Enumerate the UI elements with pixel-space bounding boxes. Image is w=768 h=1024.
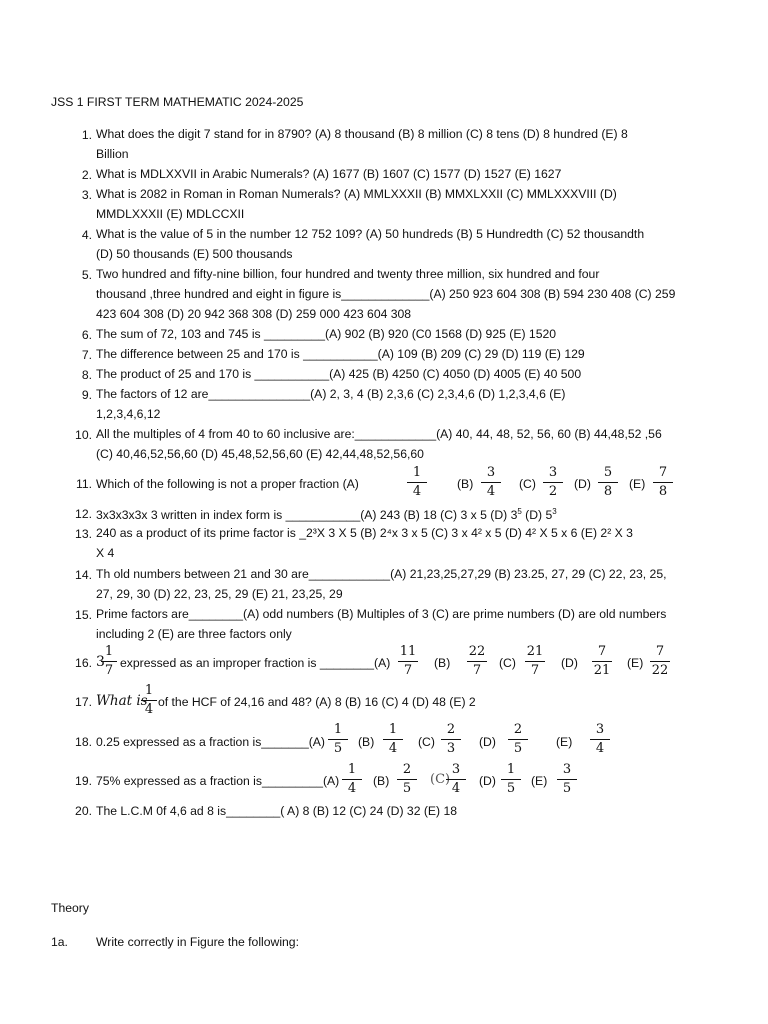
fraction: 5 8 — [598, 466, 618, 499]
question-text: Prime factors are________(A) odd numbers (B) Multiples of 3 (C) are prime numbers (D) are old numbers including 2 (E) are three factors only — [96, 607, 667, 641]
question-number: 5. — [81, 268, 92, 282]
fraction: 3 2 — [543, 466, 563, 499]
question-number: 18. — [75, 735, 92, 749]
option-label: (C) — [418, 735, 435, 749]
fraction: 7 22 — [651, 644, 669, 678]
question-number: 17. — [75, 695, 92, 709]
fraction: 22 7 — [468, 644, 486, 678]
question-number: 4. — [81, 228, 92, 242]
option-label: (B) — [434, 656, 451, 670]
question-number: 14. — [75, 568, 92, 582]
question-number: 8. — [81, 368, 92, 382]
document-title: JSS 1 FIRST TERM MATHEMATIC 2024-2025 — [51, 95, 304, 109]
question-text: 3x3x3x3x 3 written in index form is ___________(A) 243 (B) 18 (C) 3 x 5 (D) $3^5$ (D) $5^3$ — [96, 507, 557, 523]
option-label: (B) — [373, 774, 390, 788]
option-label: (D) — [561, 656, 578, 670]
question-text: What is the value of 5 in the number 12 752 109? (A) 50 hundreds (B) 5 Hundredth (C) 52 thousandth (D) 50 thousands (E) 500 thousands — [96, 227, 645, 261]
option-label: (C) — [499, 656, 516, 670]
question-text: 0.25 expressed as a fraction is_______(A) — [96, 735, 325, 749]
question-number: 12. — [75, 507, 92, 521]
question-number: 3. — [81, 188, 92, 202]
fraction: 2 5 — [397, 763, 417, 796]
fraction: 3 4 — [481, 466, 501, 499]
theory-question-number: 1a. — [51, 935, 68, 949]
question-text: The sum of 72, 103 and 745 is _________(A) 902 (B) 920 (C0 1568 (D) 925 (E) 1520 — [96, 327, 557, 341]
option-label: (B) — [457, 477, 474, 491]
fraction: 1 4 — [407, 466, 427, 499]
question-text: What is 2082 in Roman in Roman Numerals? (A) MMLXXXII (B) MMXLXXII (C) MMLXXXVIII (D) MMDLXXXII (E) MDLCCXII — [96, 187, 617, 221]
theory-question-text: Write correctly in Figure the following: — [96, 935, 299, 949]
fraction: 11 7 — [399, 644, 417, 678]
fraction: 2 3 — [441, 723, 461, 756]
question-number: 9. — [81, 388, 92, 402]
option-label: (D) — [479, 735, 496, 749]
fraction: 7 21 — [593, 644, 611, 678]
option-label: (C) — [430, 772, 451, 787]
fraction: 2 5 — [508, 723, 528, 756]
option-label: (D) — [479, 774, 496, 788]
question-number: 11. — [75, 477, 92, 491]
option-label: (E) — [629, 477, 646, 491]
question-text: Two hundred and fifty-nine billion, four hundred and twenty three million, six hundred and four thousand ,three hundred and eight in figure is_____________(A) 250 923 604 308 (B) 594 230 408 (C) 259 423 604 308 (D) 20 942 368 308 (D) 259 000 423 604 308 — [96, 267, 676, 321]
fraction: 3 5 — [557, 763, 577, 796]
option-label: (E) — [531, 774, 548, 788]
question-italic-lead: What is — [96, 693, 148, 709]
question-number: 6. — [81, 328, 92, 342]
question-text: The L.C.M 0f 4,6 ad 8 is________( A) 8 (B) 12 (C) 24 (D) 32 (E) 18 — [96, 804, 458, 818]
fraction: 7 8 — [653, 466, 673, 499]
fraction: 1 4 — [383, 723, 403, 756]
fraction: 3 4 — [446, 763, 466, 796]
question-text: expressed as an improper fraction is ________(A) — [120, 656, 391, 670]
question-text: 240 as a product of its prime factor is _2³X 3 X 5 (B) 2⁴x 3 x 5 (C) 3 x 4² x 5 (D) 4² X 5 x 6 (E) 2² X 3 X 4 — [96, 526, 633, 560]
fraction: 21 7 — [526, 644, 544, 678]
question-text: Th old numbers between 21 and 30 are____________(A) 21,23,25,27,29 (B) 23.25, 27, 29 (C) 22, 23, 25, 27, 29, 30 (D) 22, 23, 25, 29 (E) 21, 23,25, 29 — [96, 567, 667, 601]
question-number: 16. — [75, 656, 92, 670]
mixed-number-whole: 3 — [96, 654, 105, 670]
question-number: 19. — [75, 774, 92, 788]
option-label: (C) — [519, 477, 536, 491]
question-text: The product of 25 and 170 is ___________(A) 425 (B) 4250 (C) 4050 (D) 4005 (E) 40 500 — [96, 367, 582, 381]
question-number: 20. — [75, 804, 92, 818]
question-number: 1. — [81, 128, 92, 142]
question-text: 75% expressed as a fraction is_________(A) — [96, 774, 340, 788]
option-label: (D) — [574, 477, 591, 491]
option-label: (B) — [358, 735, 375, 749]
question-text: The difference between 25 and 170 is ___________(A) 109 (B) 209 (C) 29 (D) 119 (E) 129 — [96, 347, 585, 361]
question-text: All the multiples of 4 from 40 to 60 inclusive are:____________(A) 40, 44, 48, 52, 56, 60 (B) 44,48,52 ,56 (C) 40,46,52,56,60 (D) 45,48,52,56,60 (E) 42,44,48,52,56,60 — [96, 427, 662, 461]
fraction: 3 4 — [590, 723, 610, 756]
option-label: (E) — [627, 656, 644, 670]
fraction: 1 4 — [342, 763, 362, 796]
question-text: Which of the following is not a proper fraction (A) — [96, 477, 359, 491]
question-number: 7. — [81, 348, 92, 362]
question-text: What is MDLXXVII in Arabic Numerals? (A) 1677 (B) 1607 (C) 1577 (D) 1527 (E) 1627 — [96, 167, 562, 181]
section-heading-theory: Theory — [51, 901, 89, 915]
fraction: 1 7 — [101, 645, 117, 678]
question-number: 15. — [75, 608, 92, 622]
question-number: 10. — [75, 428, 92, 442]
option-label: (E) — [556, 735, 573, 749]
fraction: 1 4 — [141, 684, 157, 717]
question-number: 2. — [81, 168, 92, 182]
fraction: 1 5 — [328, 723, 348, 756]
question-text: of the HCF of 24,16 and 48? (A) 8 (B) 16 (C) 4 (D) 48 (E) 2 — [158, 695, 476, 709]
question-text: The factors of 12 are_______________(A) 2, 3, 4 (B) 2,3,6 (C) 2,3,4,6 (D) 1,2,3,4,6 (E) 1,2,3,4,6,12 — [96, 387, 566, 421]
fraction: 1 5 — [501, 763, 521, 796]
question-number: 13. — [75, 527, 92, 541]
question-text: What does the digit 7 stand for in 8790? (A) 8 thousand (B) 8 million (C) 8 tens (D) 8 hundred (E) 8 Billion — [96, 127, 628, 161]
